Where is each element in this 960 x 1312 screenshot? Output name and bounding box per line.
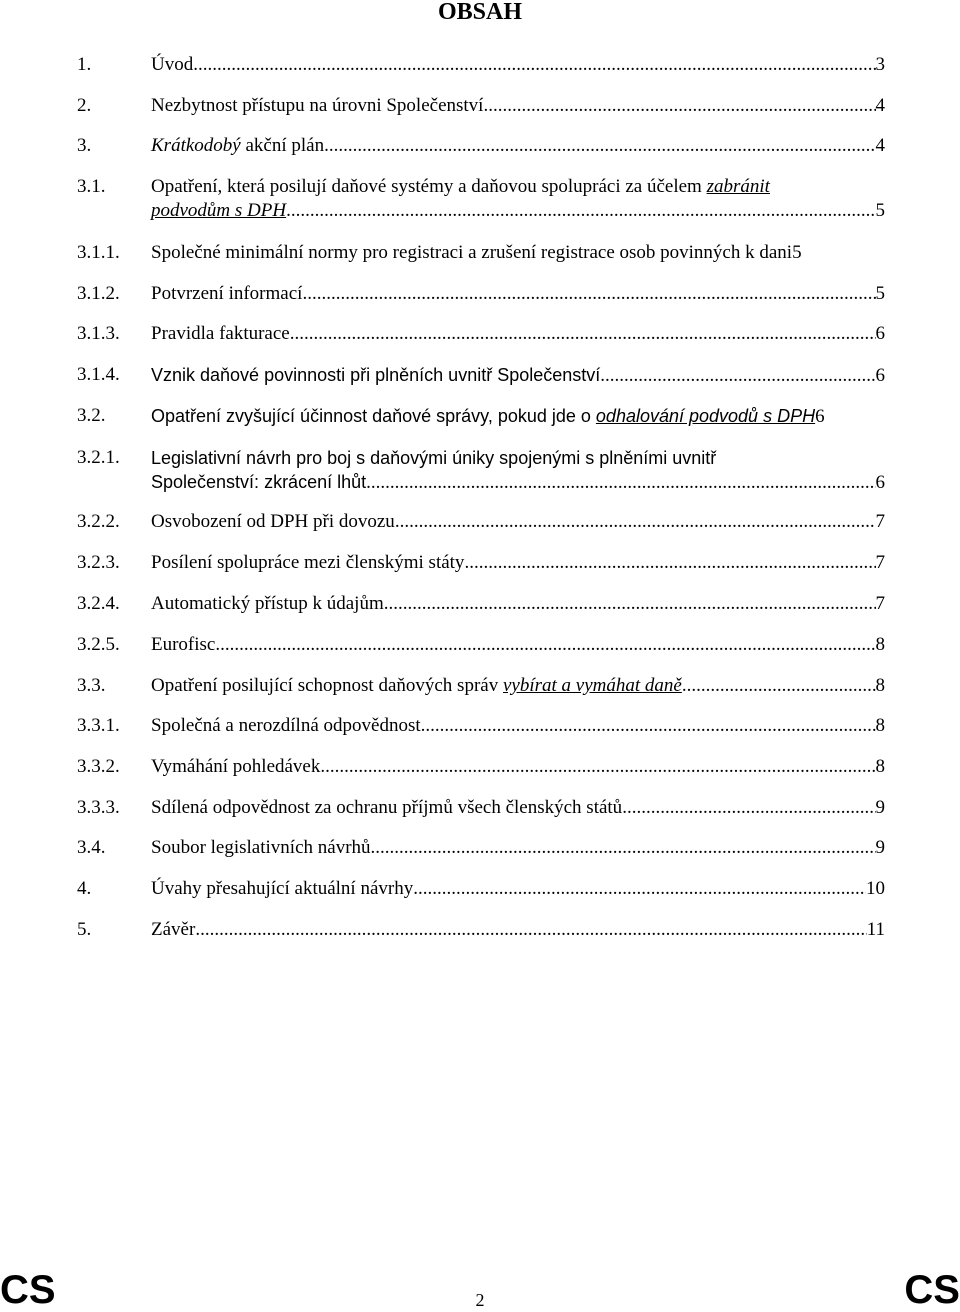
toc-entry-label [151,404,815,428]
footer-language-code-left: CS [0,1268,56,1312]
toc-entry-page: 6 [815,406,825,427]
toc-entry-number: 3.1.1. [77,242,120,263]
toc-entry-label-link: vybírat a vymáhat daně [502,675,682,696]
toc-entry-label-text: Opatření posilující schopnost daňových správ [151,675,503,696]
footer-page-number: 2 [475,1290,485,1310]
toc-entry-label-italic: Krátkodobý [151,135,241,156]
toc-entry-number: 3.3. [77,675,106,696]
toc-leader-dots [371,836,876,860]
toc-entry-label: Automatický přístup k údajům [151,593,384,614]
toc-entry-page: 6 [875,365,885,386]
toc-entry-number: 3.1. [77,176,106,197]
toc-entry-page: 7 [875,511,885,532]
footer-language-code-right: CS [904,1268,960,1312]
toc-entry-page: 8 [875,715,885,736]
toc-entry-label-link: podvodům s DPH [151,200,287,221]
toc-leader-dots [324,134,875,158]
toc-leader-dots [622,796,875,820]
toc-entry[interactable] [77,404,885,429]
toc-entry-page: 5 [875,200,885,221]
toc-entry-page: 8 [875,675,885,696]
toc-entry[interactable] [77,633,885,657]
toc-entry[interactable] [77,241,885,265]
toc-entry-label: Společné minimální normy pro registraci a zrušení registrace osob povinných k dani [151,242,793,263]
toc-entry-label: Eurofisc [151,634,216,655]
toc-entry[interactable] [77,755,885,779]
toc-leader-dots [395,510,876,534]
toc-entry-number: 3.2. [77,405,106,426]
toc-entry-label-line1: Legislativní návrh pro boj s daňovými úniky spojenými s plněními uvnitř [151,448,717,468]
toc-entry-number: 3.2.2. [77,511,120,532]
toc-entry-label: Vymáhání pohledávek [151,756,321,777]
toc-entry-number: 3.4. [77,837,106,858]
toc-entry[interactable] [77,322,885,346]
toc-entry-page: 7 [875,552,885,573]
toc-entry-number: 3.3.2. [77,756,120,777]
toc-entry[interactable] [77,592,885,616]
toc-leader-dots [600,364,875,388]
toc-entry-label: Závěr [151,919,196,940]
toc-entry-page: 5 [875,283,885,304]
toc-entry-label: Osvobození od DPH při dovozu [151,511,395,532]
toc-entry-label-text: . [286,200,291,221]
toc-entry-label-link: odhalování podvodů s DPH [595,406,816,426]
toc-entry-page: 8 [875,756,885,777]
toc-entry-label-line2 [151,199,291,223]
toc-leader-dots [682,674,876,698]
toc-entry-label-text: Opatření, která posilují daňové systémy a daňovou spolupráci za účelem [151,176,707,197]
toc-entry-page: 8 [875,634,885,655]
toc-entry-page: 9 [875,797,885,818]
toc-entry-number: 3.1.4. [77,364,120,385]
toc-entry[interactable] [77,877,885,901]
toc-entry-number: 4. [77,878,92,899]
toc-leader-dots [320,755,875,779]
toc-entry[interactable] [77,175,885,223]
toc-entry-page: 6 [875,323,885,344]
toc-entry-page: 4 [875,95,885,116]
toc-entry[interactable] [77,363,885,388]
toc-entry-page: 7 [875,593,885,614]
toc-entry-label-line2: Společenství: zkrácení lhůt [151,472,367,492]
toc-leader-dots [302,282,875,306]
toc-entry-label-link: zabránit [706,176,770,197]
toc-entry-number: 3.1.2. [77,283,120,304]
toc-entry-number: 3.2.5. [77,634,120,655]
toc-entry-number: 3.3.3. [77,797,120,818]
toc-entry[interactable] [77,918,885,942]
toc-entry-number: 3.2.3. [77,552,120,573]
toc-leader-dots [195,918,866,942]
toc-entry-label [151,674,682,698]
toc-entry[interactable] [77,510,885,534]
toc-entry-label: Soubor legislativních návrhů [151,837,371,858]
toc-entry-page: 9 [875,837,885,858]
toc-leader-dots [483,94,875,118]
toc-leader-dots [384,592,876,616]
toc-entry[interactable] [77,836,885,860]
toc-entry[interactable] [77,714,885,738]
toc-entry[interactable] [77,446,885,495]
toc-title: OBSAH [437,0,523,25]
toc-entry-label: Posílení spolupráce mezi členskými státy [151,552,465,573]
toc-entry-number: 5. [77,919,92,940]
toc-entry-label: Vznik daňové povinnosti při plněních uvnitř Společenství [151,365,601,385]
toc-leader-dots [464,551,875,575]
toc-entry-label: Pravidla fakturace [151,323,290,344]
toc-entry-number: 3.1.3. [77,323,120,344]
toc-entry-page: 10 [866,878,885,899]
toc-entry[interactable] [77,796,885,820]
toc-entry[interactable] [77,94,885,118]
toc-entry-number: 3. [77,135,92,156]
toc-entry-page: 6 [875,472,885,493]
toc-entry-page: 3 [875,54,885,75]
toc-entry-label: Nezbytnost přístupu na úrovni Společenství [151,95,484,116]
toc-entry-number: 3.2.1. [77,447,120,468]
toc-entry[interactable] [77,551,885,575]
toc-entry-label: Úvod [151,54,194,75]
toc-entry-label-text: Opatření zvyšující účinnost daňové správy, pokud jde o [151,406,596,426]
toc-entry-label: Potvrzení informací [151,283,303,304]
toc-entry-number: 1. [77,54,92,75]
toc-leader-dots [215,633,875,657]
toc-leader-dots [413,877,866,901]
toc-entry-label-rest: akční plán [240,135,325,156]
toc-leader-dots [366,471,875,495]
toc-entry-number: 3.2.4. [77,593,120,614]
toc-leader-dots [290,322,876,346]
toc-entry-label [151,134,324,158]
toc-entry[interactable] [77,53,885,77]
toc-entry-label: Úvahy přesahující aktuální návrhy [151,878,414,899]
toc-entry-page: 4 [875,135,885,156]
toc-entry-number: 3.3.1. [77,715,120,736]
toc-leader-dots [421,714,876,738]
toc-entry[interactable] [77,674,885,698]
toc-entry-page: 11 [866,919,885,940]
toc-entry-page: 5 [792,242,802,263]
toc-leader-dots [193,53,875,77]
toc-entry[interactable] [77,134,885,158]
toc-entry-label: Společná a nerozdílná odpovědnost [151,715,421,736]
toc-entry-number: 2. [77,95,92,116]
toc-entry-label-line1 [151,175,770,199]
toc-leader-dots [291,199,876,223]
toc-entry[interactable] [77,282,885,306]
toc-entry-label: Sdílená odpovědnost za ochranu příjmů všech členských států [151,797,623,818]
